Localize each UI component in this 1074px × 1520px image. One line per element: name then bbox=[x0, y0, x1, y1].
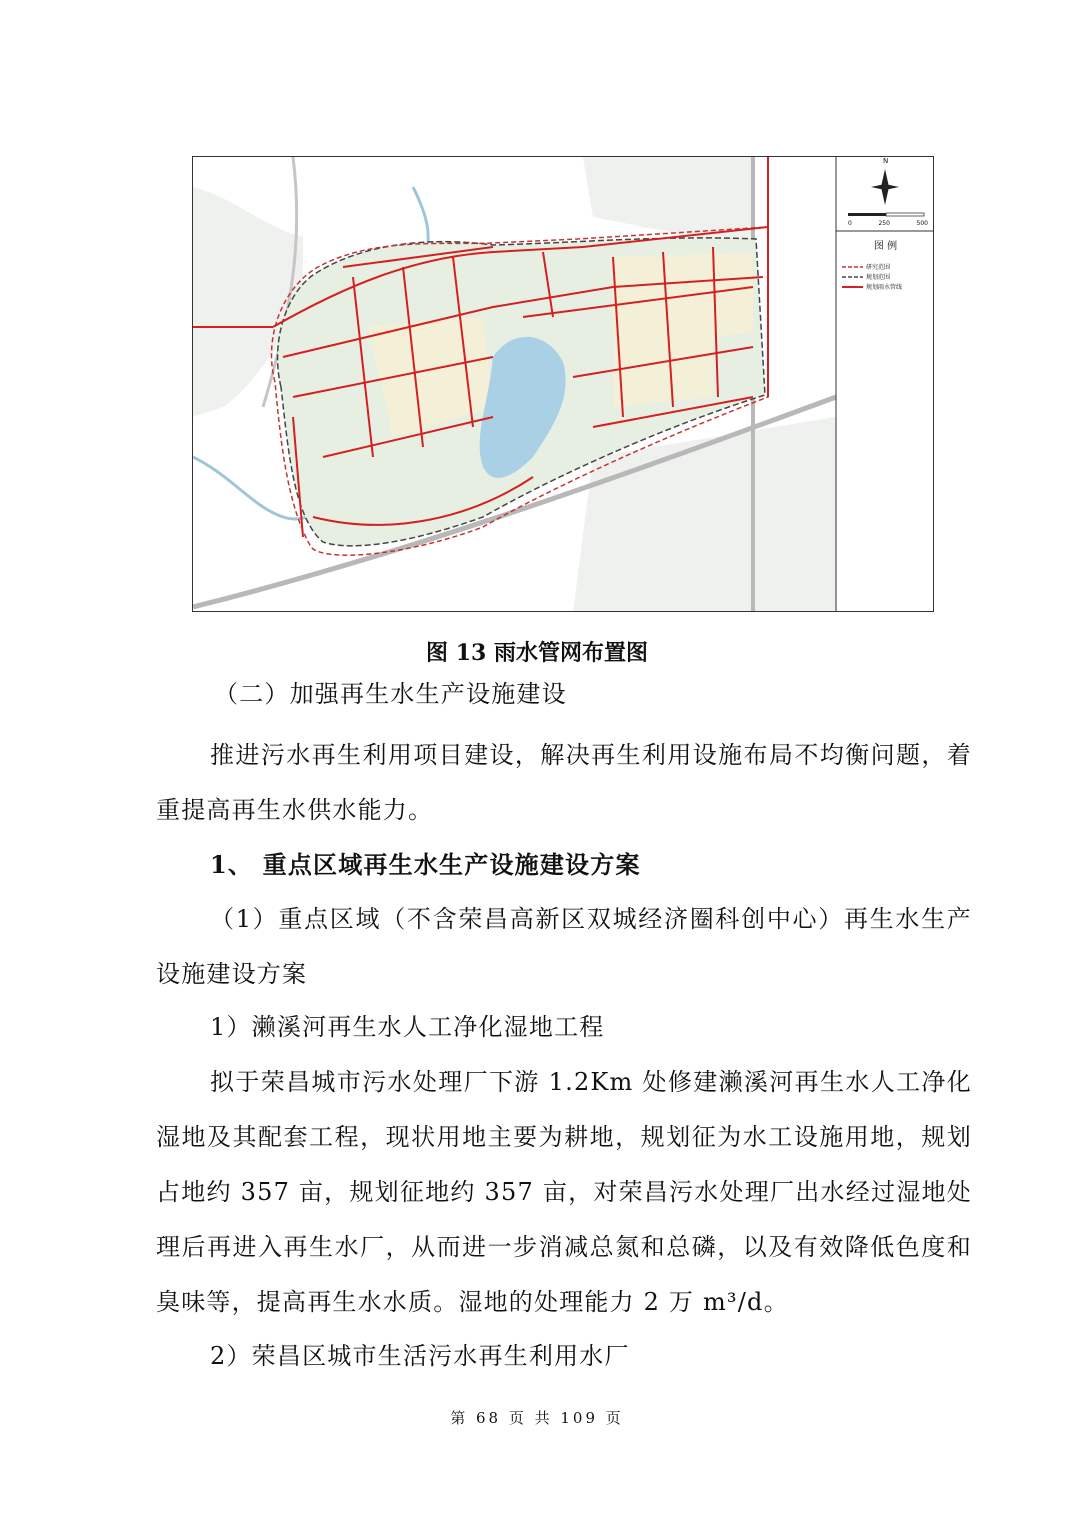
rainwater-network-map bbox=[192, 156, 934, 612]
section-heading: （二）加强再生水生产设施建设 bbox=[214, 680, 567, 708]
item-heading: 1）濑溪河再生水人工净化湿地工程 bbox=[210, 1013, 605, 1041]
legend-item-rain-pipe: 规划雨水管线 bbox=[866, 284, 903, 291]
paragraph: （1）重点区域（不含荣昌高新区双城经济圈科创中心）再生水生产设施建设方案 bbox=[156, 905, 972, 988]
scale-label: 500 bbox=[916, 220, 928, 227]
legend-item-research-range: 研究范围 bbox=[866, 264, 891, 271]
scale-label: 250 bbox=[878, 220, 890, 227]
north-arrow-icon bbox=[871, 169, 899, 205]
subsection-heading: 1、 重点区域再生水生产设施建设方案 bbox=[210, 850, 641, 879]
paragraph: 推进污水再生利用项目建设，解决再生利用设施布局不均衡问题，着重提高再生水供水能力。 bbox=[156, 741, 972, 824]
scale-labels bbox=[848, 220, 928, 227]
north-label: N bbox=[883, 157, 889, 165]
legend-item-planning-range: 规划范围 bbox=[866, 274, 891, 281]
paragraph: 拟于荣昌城市污水处理厂下游 1.2Km 处修建濑溪河再生水人工净化湿地及其配套工程，现状用地主要为耕地，规划征为水工设施用地，规划占地约 357 亩，规划征地约 357 亩，对荣昌污水处理厂出水经过湿地处理后再进入再生水厂，从而进一步消减总氮和总磷，以及有效降低色度和臭味等，提高再生水水质。湿地的处理能力 2 万 m³/d。 bbox=[156, 1068, 972, 1316]
page-footer: 第 68 页 共 109 页 bbox=[450, 1409, 624, 1427]
item-heading: 2）荣昌区城市生活污水再生利用水厂 bbox=[210, 1342, 630, 1370]
figure-caption: 图 13 雨水管网布置图 bbox=[426, 640, 648, 666]
legend-labels bbox=[866, 263, 902, 293]
map-drawing bbox=[193, 157, 934, 612]
legend-title: 图 例 bbox=[873, 241, 898, 252]
legend-swatches bbox=[842, 267, 863, 287]
scale-bar bbox=[848, 213, 924, 216]
scale-label: 0 bbox=[848, 220, 852, 227]
